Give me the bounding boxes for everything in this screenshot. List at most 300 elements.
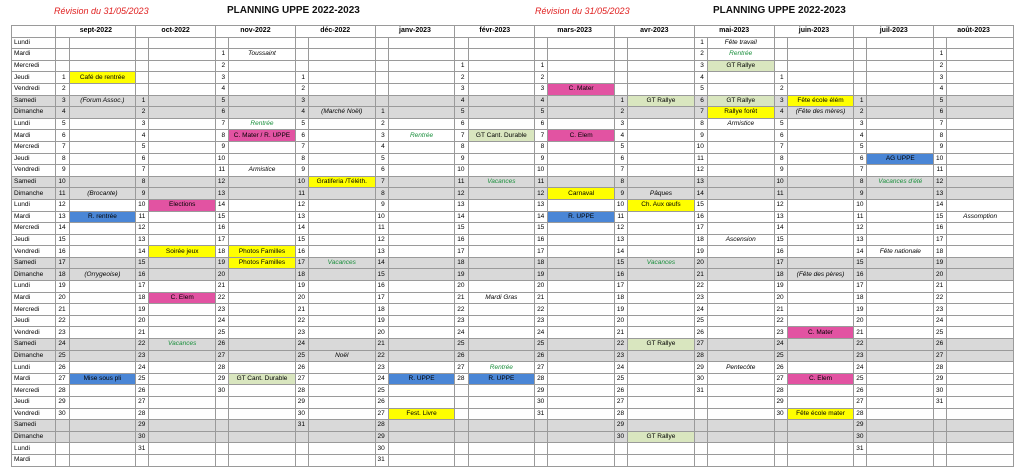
event-cell[interactable] <box>149 83 216 95</box>
event-cell[interactable] <box>628 165 695 177</box>
event-cell[interactable] <box>149 37 216 49</box>
event-cell[interactable] <box>388 420 455 432</box>
event-cell[interactable] <box>149 327 216 339</box>
event-cell[interactable] <box>707 420 774 432</box>
event-cell[interactable] <box>308 408 375 420</box>
event-cell[interactable] <box>388 118 455 130</box>
event-cell[interactable] <box>787 223 854 235</box>
event-cell[interactable] <box>628 246 695 258</box>
event-cell[interactable] <box>69 257 136 269</box>
event-cell[interactable] <box>787 315 854 327</box>
event-cell[interactable] <box>707 339 774 351</box>
event-cell[interactable] <box>787 176 854 188</box>
event-cell[interactable]: C. Elem <box>149 292 216 304</box>
event-cell[interactable] <box>947 60 1014 72</box>
event-cell[interactable] <box>628 72 695 84</box>
event-cell[interactable] <box>468 315 535 327</box>
event-cell[interactable] <box>229 199 296 211</box>
event-cell[interactable] <box>388 60 455 72</box>
event-cell[interactable] <box>867 211 934 223</box>
event-cell[interactable] <box>628 420 695 432</box>
event-cell[interactable]: R. UPPE <box>468 373 535 385</box>
event-cell[interactable] <box>548 304 615 316</box>
event-cell[interactable] <box>947 95 1014 107</box>
event-cell[interactable]: Noël <box>308 350 375 362</box>
event-cell[interactable] <box>947 397 1014 409</box>
event-cell[interactable] <box>548 165 615 177</box>
event-cell[interactable] <box>947 72 1014 84</box>
event-cell[interactable] <box>468 385 535 397</box>
event-cell[interactable] <box>388 443 455 455</box>
event-cell[interactable] <box>69 141 136 153</box>
event-cell[interactable] <box>787 281 854 293</box>
event-cell[interactable] <box>628 83 695 95</box>
event-cell[interactable] <box>707 327 774 339</box>
event-cell[interactable] <box>308 304 375 316</box>
event-cell[interactable] <box>548 339 615 351</box>
event-cell[interactable] <box>867 49 934 61</box>
event-cell[interactable] <box>229 420 296 432</box>
event-cell[interactable] <box>308 165 375 177</box>
event-cell[interactable] <box>787 83 854 95</box>
event-cell[interactable] <box>229 188 296 200</box>
event-cell[interactable]: Soirée jeux <box>149 246 216 258</box>
event-cell[interactable] <box>628 292 695 304</box>
event-cell[interactable] <box>628 37 695 49</box>
event-cell[interactable]: R. UPPE <box>548 211 615 223</box>
event-cell[interactable] <box>149 269 216 281</box>
event-cell[interactable] <box>388 141 455 153</box>
event-cell[interactable] <box>149 107 216 119</box>
event-cell[interactable] <box>787 292 854 304</box>
event-cell[interactable] <box>548 327 615 339</box>
event-cell[interactable] <box>388 385 455 397</box>
event-cell[interactable] <box>149 95 216 107</box>
event-cell[interactable]: GT Rallye <box>628 95 695 107</box>
event-cell[interactable] <box>468 211 535 223</box>
event-cell[interactable] <box>867 443 934 455</box>
event-cell[interactable] <box>308 211 375 223</box>
event-cell[interactable] <box>787 165 854 177</box>
event-cell[interactable] <box>308 315 375 327</box>
event-cell[interactable] <box>308 362 375 374</box>
event-cell[interactable] <box>867 199 934 211</box>
event-cell[interactable]: Photos Familles <box>229 257 296 269</box>
event-cell[interactable] <box>229 397 296 409</box>
event-cell[interactable] <box>787 420 854 432</box>
event-cell[interactable] <box>308 454 375 466</box>
event-cell[interactable]: Fête travail <box>707 37 774 49</box>
event-cell[interactable] <box>867 315 934 327</box>
event-cell[interactable] <box>787 454 854 466</box>
event-cell[interactable] <box>707 165 774 177</box>
event-cell[interactable] <box>468 234 535 246</box>
event-cell[interactable] <box>947 408 1014 420</box>
event-cell[interactable] <box>229 443 296 455</box>
event-cell[interactable] <box>229 211 296 223</box>
event-cell[interactable] <box>867 269 934 281</box>
event-cell[interactable] <box>707 246 774 258</box>
event-cell[interactable] <box>229 83 296 95</box>
event-cell[interactable] <box>787 49 854 61</box>
event-cell[interactable] <box>229 304 296 316</box>
event-cell[interactable] <box>468 118 535 130</box>
event-cell[interactable] <box>308 130 375 142</box>
event-cell[interactable]: Rentrée <box>707 49 774 61</box>
event-cell[interactable] <box>308 246 375 258</box>
event-cell[interactable] <box>149 153 216 165</box>
event-cell[interactable] <box>947 37 1014 49</box>
event-cell[interactable] <box>388 211 455 223</box>
event-cell[interactable] <box>628 141 695 153</box>
event-cell[interactable] <box>707 223 774 235</box>
event-cell[interactable] <box>308 60 375 72</box>
event-cell[interactable]: (Forum Assoc.) <box>69 95 136 107</box>
event-cell[interactable] <box>388 431 455 443</box>
event-cell[interactable]: GT Cant. Durable <box>468 130 535 142</box>
event-cell[interactable]: GT Rallye <box>628 339 695 351</box>
event-cell[interactable] <box>707 443 774 455</box>
event-cell[interactable] <box>388 176 455 188</box>
event-cell[interactable] <box>947 373 1014 385</box>
event-cell[interactable] <box>229 385 296 397</box>
event-cell[interactable] <box>947 431 1014 443</box>
event-cell[interactable] <box>787 350 854 362</box>
event-cell[interactable] <box>947 350 1014 362</box>
event-cell[interactable] <box>468 37 535 49</box>
event-cell[interactable] <box>69 246 136 258</box>
event-cell[interactable] <box>468 327 535 339</box>
event-cell[interactable] <box>69 304 136 316</box>
event-cell[interactable] <box>229 315 296 327</box>
event-cell[interactable] <box>308 234 375 246</box>
event-cell[interactable] <box>388 397 455 409</box>
event-cell[interactable] <box>69 165 136 177</box>
event-cell[interactable] <box>468 350 535 362</box>
event-cell[interactable] <box>388 350 455 362</box>
event-cell[interactable]: Toussaint <box>229 49 296 61</box>
event-cell[interactable] <box>548 234 615 246</box>
event-cell[interactable]: Armistice <box>707 118 774 130</box>
event-cell[interactable] <box>69 130 136 142</box>
event-cell[interactable] <box>388 292 455 304</box>
event-cell[interactable] <box>787 304 854 316</box>
event-cell[interactable] <box>628 315 695 327</box>
event-cell[interactable] <box>548 269 615 281</box>
event-cell[interactable] <box>468 257 535 269</box>
event-cell[interactable]: GT Rallye <box>707 60 774 72</box>
event-cell[interactable] <box>548 246 615 258</box>
event-cell[interactable] <box>388 315 455 327</box>
event-cell[interactable] <box>69 397 136 409</box>
event-cell[interactable] <box>707 72 774 84</box>
event-cell[interactable] <box>548 199 615 211</box>
event-cell[interactable]: Elections <box>149 199 216 211</box>
event-cell[interactable] <box>947 234 1014 246</box>
event-cell[interactable]: Rallye forêt <box>707 107 774 119</box>
event-cell[interactable] <box>229 292 296 304</box>
event-cell[interactable] <box>468 281 535 293</box>
event-cell[interactable] <box>628 397 695 409</box>
event-cell[interactable] <box>468 223 535 235</box>
event-cell[interactable] <box>69 408 136 420</box>
event-cell[interactable]: Assomption <box>947 211 1014 223</box>
event-cell[interactable] <box>628 118 695 130</box>
event-cell[interactable] <box>628 304 695 316</box>
event-cell[interactable] <box>308 385 375 397</box>
event-cell[interactable] <box>707 176 774 188</box>
event-cell[interactable] <box>468 443 535 455</box>
event-cell[interactable] <box>468 95 535 107</box>
event-cell[interactable]: GT Rallye <box>628 431 695 443</box>
event-cell[interactable] <box>308 37 375 49</box>
event-cell[interactable] <box>149 211 216 223</box>
event-cell[interactable] <box>149 443 216 455</box>
event-cell[interactable] <box>947 153 1014 165</box>
event-cell[interactable] <box>229 281 296 293</box>
event-cell[interactable] <box>468 246 535 258</box>
event-cell[interactable] <box>149 257 216 269</box>
event-cell[interactable] <box>149 385 216 397</box>
event-cell[interactable] <box>149 315 216 327</box>
event-cell[interactable] <box>787 397 854 409</box>
event-cell[interactable] <box>149 431 216 443</box>
event-cell[interactable] <box>867 165 934 177</box>
event-cell[interactable] <box>468 420 535 432</box>
event-cell[interactable] <box>947 107 1014 119</box>
event-cell[interactable] <box>69 339 136 351</box>
event-cell[interactable] <box>628 176 695 188</box>
event-cell[interactable] <box>308 281 375 293</box>
event-cell[interactable] <box>308 49 375 61</box>
event-cell[interactable] <box>468 188 535 200</box>
event-cell[interactable] <box>229 327 296 339</box>
event-cell[interactable] <box>787 339 854 351</box>
event-cell[interactable] <box>548 397 615 409</box>
event-cell[interactable] <box>388 153 455 165</box>
event-cell[interactable] <box>229 37 296 49</box>
event-cell[interactable] <box>707 83 774 95</box>
event-cell[interactable] <box>69 176 136 188</box>
event-cell[interactable] <box>867 281 934 293</box>
event-cell[interactable] <box>149 49 216 61</box>
event-cell[interactable]: (Fête des pères) <box>787 269 854 281</box>
event-cell[interactable]: Vacances <box>149 339 216 351</box>
event-cell[interactable] <box>787 431 854 443</box>
event-cell[interactable] <box>867 350 934 362</box>
event-cell[interactable] <box>468 408 535 420</box>
event-cell[interactable] <box>707 141 774 153</box>
event-cell[interactable] <box>548 408 615 420</box>
event-cell[interactable] <box>149 60 216 72</box>
event-cell[interactable]: Pâques <box>628 188 695 200</box>
event-cell[interactable] <box>707 281 774 293</box>
event-cell[interactable] <box>707 385 774 397</box>
event-cell[interactable] <box>947 118 1014 130</box>
event-cell[interactable]: C. Mater <box>548 83 615 95</box>
event-cell[interactable]: Vacances <box>308 257 375 269</box>
event-cell[interactable] <box>388 188 455 200</box>
event-cell[interactable] <box>468 304 535 316</box>
event-cell[interactable]: R. UPPE <box>388 373 455 385</box>
event-cell[interactable] <box>69 153 136 165</box>
event-cell[interactable] <box>628 223 695 235</box>
event-cell[interactable] <box>388 281 455 293</box>
event-cell[interactable] <box>548 443 615 455</box>
event-cell[interactable]: (Fête des mères) <box>787 107 854 119</box>
event-cell[interactable] <box>628 234 695 246</box>
event-cell[interactable] <box>628 130 695 142</box>
event-cell[interactable] <box>69 385 136 397</box>
event-cell[interactable] <box>548 315 615 327</box>
event-cell[interactable] <box>468 199 535 211</box>
event-cell[interactable] <box>308 339 375 351</box>
event-cell[interactable] <box>628 107 695 119</box>
event-cell[interactable] <box>787 60 854 72</box>
event-cell[interactable] <box>787 188 854 200</box>
event-cell[interactable] <box>867 362 934 374</box>
event-cell[interactable] <box>787 199 854 211</box>
event-cell[interactable] <box>468 454 535 466</box>
event-cell[interactable] <box>548 281 615 293</box>
event-cell[interactable]: Armistice <box>229 165 296 177</box>
event-cell[interactable] <box>548 223 615 235</box>
event-cell[interactable] <box>69 60 136 72</box>
event-cell[interactable] <box>867 141 934 153</box>
event-cell[interactable] <box>787 257 854 269</box>
event-cell[interactable] <box>628 350 695 362</box>
event-cell[interactable] <box>947 246 1014 258</box>
event-cell[interactable] <box>69 420 136 432</box>
event-cell[interactable] <box>707 199 774 211</box>
event-cell[interactable] <box>69 281 136 293</box>
event-cell[interactable]: (Brocante) <box>69 188 136 200</box>
event-cell[interactable]: AG UPPE <box>867 153 934 165</box>
event-cell[interactable] <box>787 443 854 455</box>
event-cell[interactable] <box>548 420 615 432</box>
event-cell[interactable] <box>308 188 375 200</box>
event-cell[interactable]: Photos Familles <box>229 246 296 258</box>
event-cell[interactable] <box>867 188 934 200</box>
event-cell[interactable] <box>388 246 455 258</box>
event-cell[interactable] <box>388 269 455 281</box>
event-cell[interactable]: C. Mater <box>787 327 854 339</box>
event-cell[interactable] <box>707 315 774 327</box>
event-cell[interactable] <box>707 454 774 466</box>
event-cell[interactable] <box>947 281 1014 293</box>
event-cell[interactable] <box>69 199 136 211</box>
event-cell[interactable] <box>787 118 854 130</box>
event-cell[interactable] <box>308 153 375 165</box>
event-cell[interactable] <box>548 385 615 397</box>
event-cell[interactable]: Rentrée <box>388 130 455 142</box>
event-cell[interactable] <box>867 373 934 385</box>
event-cell[interactable] <box>707 130 774 142</box>
event-cell[interactable] <box>149 130 216 142</box>
event-cell[interactable] <box>867 292 934 304</box>
event-cell[interactable]: Fête école élém <box>787 95 854 107</box>
event-cell[interactable]: Fest. Livre <box>388 408 455 420</box>
event-cell[interactable] <box>149 420 216 432</box>
event-cell[interactable] <box>149 176 216 188</box>
event-cell[interactable]: Ascension <box>707 234 774 246</box>
event-cell[interactable] <box>308 199 375 211</box>
event-cell[interactable] <box>308 141 375 153</box>
event-cell[interactable] <box>149 397 216 409</box>
event-cell[interactable] <box>628 211 695 223</box>
event-cell[interactable] <box>229 141 296 153</box>
event-cell[interactable] <box>548 292 615 304</box>
event-cell[interactable]: GT Rallye <box>707 95 774 107</box>
event-cell[interactable] <box>548 72 615 84</box>
event-cell[interactable] <box>628 327 695 339</box>
event-cell[interactable] <box>548 95 615 107</box>
event-cell[interactable]: Café de rentrée <box>69 72 136 84</box>
event-cell[interactable] <box>947 420 1014 432</box>
event-cell[interactable]: Mardi Gras <box>468 292 535 304</box>
event-cell[interactable] <box>229 153 296 165</box>
event-cell[interactable] <box>548 153 615 165</box>
event-cell[interactable] <box>947 130 1014 142</box>
event-cell[interactable]: C. Elem <box>787 373 854 385</box>
event-cell[interactable] <box>69 350 136 362</box>
event-cell[interactable] <box>947 83 1014 95</box>
event-cell[interactable] <box>308 95 375 107</box>
event-cell[interactable] <box>548 118 615 130</box>
event-cell[interactable] <box>69 107 136 119</box>
event-cell[interactable] <box>867 454 934 466</box>
event-cell[interactable] <box>308 118 375 130</box>
event-cell[interactable] <box>867 118 934 130</box>
event-cell[interactable] <box>947 49 1014 61</box>
event-cell[interactable] <box>628 385 695 397</box>
event-cell[interactable] <box>149 350 216 362</box>
event-cell[interactable] <box>867 83 934 95</box>
event-cell[interactable]: Rentrée <box>229 118 296 130</box>
event-cell[interactable] <box>388 83 455 95</box>
event-cell[interactable] <box>947 362 1014 374</box>
event-cell[interactable] <box>229 95 296 107</box>
event-cell[interactable] <box>229 339 296 351</box>
event-cell[interactable] <box>787 385 854 397</box>
event-cell[interactable]: C. Elem <box>548 130 615 142</box>
event-cell[interactable] <box>69 327 136 339</box>
event-cell[interactable]: C. Mater / R. UPPE <box>229 130 296 142</box>
event-cell[interactable] <box>308 269 375 281</box>
event-cell[interactable] <box>867 327 934 339</box>
event-cell[interactable] <box>468 107 535 119</box>
event-cell[interactable] <box>628 60 695 72</box>
event-cell[interactable] <box>867 37 934 49</box>
event-cell[interactable] <box>707 350 774 362</box>
event-cell[interactable] <box>548 257 615 269</box>
event-cell[interactable] <box>229 223 296 235</box>
event-cell[interactable] <box>388 362 455 374</box>
event-cell[interactable] <box>548 37 615 49</box>
event-cell[interactable] <box>707 373 774 385</box>
event-cell[interactable] <box>628 49 695 61</box>
event-cell[interactable] <box>947 454 1014 466</box>
event-cell[interactable] <box>548 373 615 385</box>
event-cell[interactable] <box>69 49 136 61</box>
event-cell[interactable] <box>229 60 296 72</box>
event-cell[interactable] <box>947 223 1014 235</box>
event-cell[interactable] <box>628 408 695 420</box>
event-cell[interactable] <box>149 362 216 374</box>
event-cell[interactable] <box>149 188 216 200</box>
event-cell[interactable] <box>548 176 615 188</box>
event-cell[interactable] <box>69 37 136 49</box>
